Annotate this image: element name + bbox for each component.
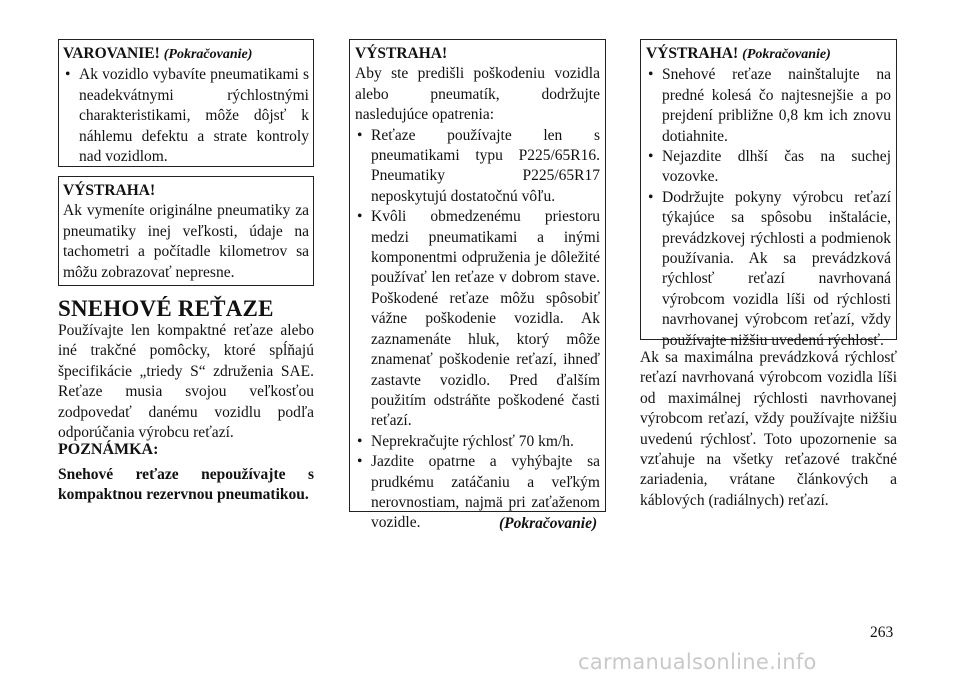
list-item: • Kvôli obmedzenému priestoru medzi pneumatikami a inými komponentmi odpruženia je dôležité používať len reťaze v dobrom stave. Poškodené reťaze môžu spôsobiť vážne poškodenie vozidla. Ak zaznamenáte hluk, ktorý môže znamenať poškodenie reťazí, ihneď zastavte vozidlo. Pred ďalším použitím odstráňte poškodené časti reťazí.: [355, 207, 600, 431]
list-item: • Nejazdite dlhší čas na suchej vozovke.: [646, 147, 891, 188]
continued-label: (Pokračovanie): [163, 47, 253, 62]
continued-footer: (Pokračovanie): [499, 515, 598, 532]
body-paragraph: Ak sa maximálna prevádzková rýchlosť reťazí navrhovaná výrobcom vozidla líši od maximálnej rýchlosti navrhovanej výrobcom reťazí, vždy používajte nižšiu uvedenú rýchlosť. Toto upozornenie sa vzťahuje na všetky reťazové trakčné zariadenia, vrátane článkových a káblových (radiálnych) reťazí.: [640, 349, 897, 509]
warning-list: [63, 65, 309, 167]
page-number: 263: [870, 624, 894, 641]
list-item: • Snehové reťaze nainštalujte na predné kolesá čo najtesnejšie a po prejdení približne 0,8 km ich znovu dotiahnite.: [646, 65, 891, 147]
body-paragraph: Používajte len kompaktné reťaze alebo iné trakčné pomôcky, ktoré spĺňajú špecifikácie „triedy S“ združenia SAE. Reťaze musia svojou veľkosťou zodpovedať danému vozidlu podľa odporúčania výrobcu reťazí.: [58, 322, 314, 442]
list-item: • Reťaze používajte len s pneumatikami typu P225/65R16. Pneumatiky P225/65R17 neposkytujú dostatočnú vôľu.: [355, 126, 600, 208]
list-item: • Jazdite opatrne a vyhýbajte sa prudkému zatáčaniu a veľkým nerovnostiam, najmä pri zaťaženom vozidle.: [355, 452, 600, 534]
note-text: Snehové reťaze nepoužívajte s kompaktnou rezervnou pneumatikou.: [58, 466, 314, 504]
note-heading: POZNÁMKA:: [58, 441, 159, 458]
continued-label: (Pokračovanie): [742, 47, 831, 62]
warning-intro: Aby ste predišli poškodeniu vozidla alebo pneumatík, dodržujte nasledujúce opatrenia:: [355, 65, 600, 124]
warning-title: VÝSTRAHA!: [355, 45, 448, 62]
section-title: SNEHOVÉ REŤAZE: [58, 296, 274, 321]
warning-heading: [646, 44, 891, 65]
warning-heading: [63, 44, 309, 65]
warning-title: VÝSTRAHA!: [646, 45, 739, 62]
watermark: carmanualsonline.info: [578, 650, 817, 674]
warning-text: Ak vymeníte originálne pneumatiky za pneumatiky inej veľkosti, údaje na tachometri a počítadle kilometrov sa môžu zobrazovať nepresne.: [63, 202, 309, 281]
warning-title: VAROVANIE!: [63, 45, 160, 62]
warning-box-tire-size: [58, 176, 314, 286]
warning-list: [646, 65, 891, 351]
warning-box-continued: [58, 39, 314, 167]
warning-box-continued-2: [640, 39, 897, 349]
list-item: • Neprekračujte rýchlosť 70 km/h.: [355, 432, 600, 452]
list-item: • Ak vozidlo vybavíte pneumatikami s neadekvátnymi rýchlostnými charakteristikami, môže dôjsť k náhlemu defektu a strate kontroly nad vozidlom.: [63, 65, 309, 167]
list-item: • Dodržujte pokyny výrobcu reťazí týkajúce sa spôsobu inštalácie, prevádzkovej rýchlosti a podmienok používania. Ak sa prevádzková rýchlosť reťazí navrhovaná výrobcom vozidla líši od rýchlosti navrhovanej výrobcom reťazí, vždy používajte nižšiu uvedenú rýchlosť.: [646, 188, 891, 351]
warning-title: VÝSTRAHA!: [63, 182, 156, 199]
warning-list: [355, 126, 600, 534]
